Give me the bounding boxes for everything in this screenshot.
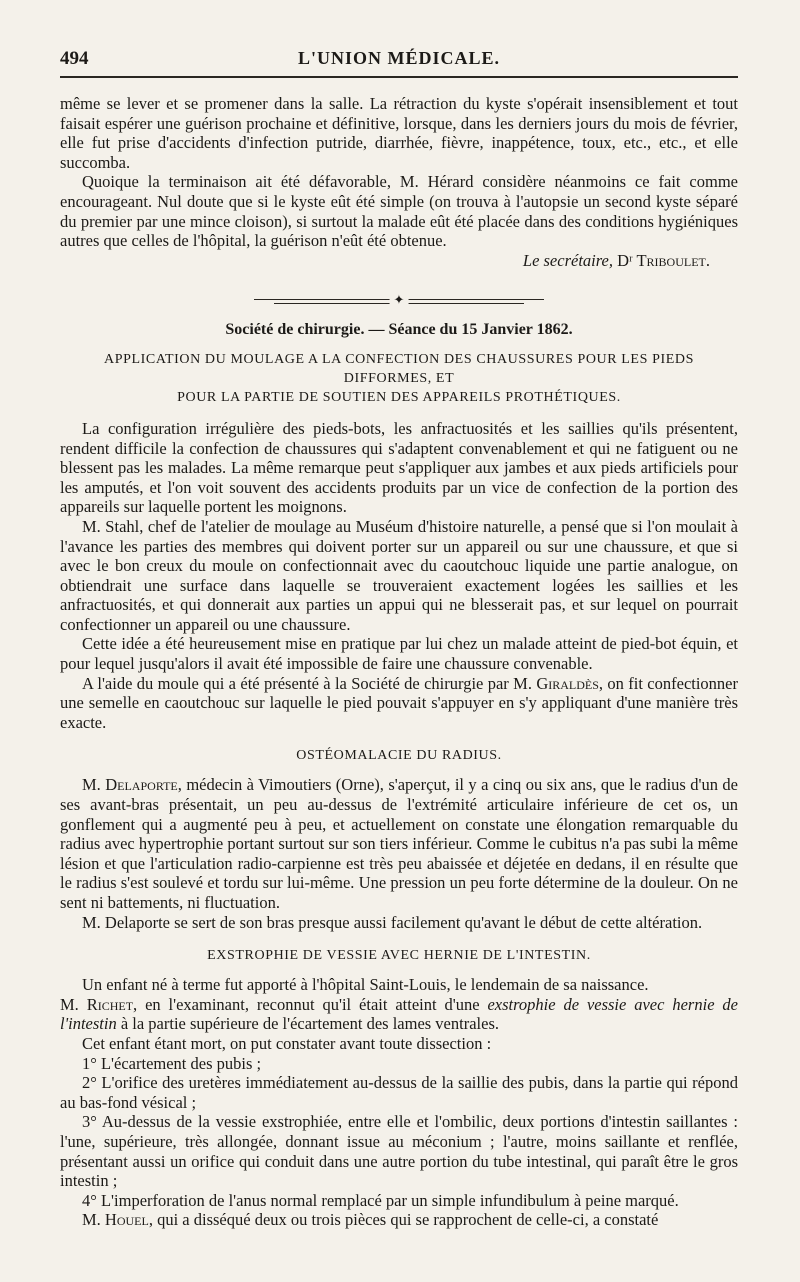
section-heading xyxy=(60,350,738,407)
list-item: 1° L'écartement des pubis ; xyxy=(82,1053,262,1073)
person-name: Giraldès xyxy=(536,673,599,693)
signature-name: Dʳ Triboulet. xyxy=(617,250,710,270)
person-name: Houel xyxy=(104,1210,149,1230)
section-heading-line: POUR LA PARTIE DE SOUTIEN DES APPAREILS PROTHÉTIQUES. xyxy=(177,389,621,405)
person-name: Richet xyxy=(86,994,134,1014)
italic-term: exstrophie de vessie avec hernie de l'intestin xyxy=(60,994,738,1034)
text-run: , on fit confectionner une semelle en caoutchouc sur laquelle le pied pouvait s'appuyer en s'y appliquant d'une manière très exacte. xyxy=(60,673,738,732)
paragraph: M. Stahl, chef de l'atelier de moulage au Muséum d'histoire naturelle, a pensé que si l'on moulait à l'avance les parties des membres qui doivent porter sur un appareil ou sur une chaussure, et que si avec le bon creux du moule on confectionnait avec du caoutchouc liquide une partie analogue, on obtiendrait une surface dans laquelle se trouveraient exactement logées les saillies et les anfractuosités, et qui donnerait aux parties un appui qui ne blesserait pas, et sur lequel on pourrait confectionner un appareil ou une chaussure. xyxy=(60,516,738,634)
paragraph: même se lever et se promener dans la salle. La rétraction du kyste s'opérait insensiblement et tout faisait espérer une guérison prochaine et définitive, lorsque, dans les derniers jours du mois de février, elle fut prise d'accidents d'infection putride, diarrhée, fièvre, inappétence, toux, etc., etc., et elle succomba. xyxy=(60,94,738,172)
paragraph: La configuration irrégulière des pieds-bots, les anfractuosités et les saillies qu'ils présentent, rendent difficile la confection de chaussures qui s'adaptent convenablement et qui ne fatiguent ou ne blessent pas les malades. La même remarque peut s'appliquer aux jambes et aux pieds artificiels pour les amputés, et l'on voit souvent des accidents produits par un vice de confection de la portion des appareils sur laquelle portent les moignons. xyxy=(60,418,738,517)
paragraph: Cet enfant étant mort, on put constater avant toute dissection : xyxy=(82,1033,492,1053)
body-text xyxy=(60,94,738,1230)
paragraph: Un enfant né à terme fut apporté à l'hôpital Saint-Louis, le lendemain de sa naissance. xyxy=(82,975,649,995)
journal-title: L'UNION MÉDICALE. xyxy=(297,48,501,68)
society-session-title: Société de chirurgie. — Séance du 15 Janvier 1862. xyxy=(225,321,573,339)
section-divider xyxy=(254,292,544,308)
paragraph xyxy=(60,775,738,912)
text-run: , qui a disséqué deux ou trois pièces qui se rapprochent de celle-ci, a constaté xyxy=(148,1210,659,1230)
text-run: A l'aide du moule qui a été présenté à la Société de chirurgie par M. xyxy=(82,673,537,693)
text-run: , en l'examinant, reconnut qu'il était atteint d'une xyxy=(133,994,488,1014)
paragraph: Quoique la terminaison ait été défavorable, M. Hérard considère néanmoins ce fait comme encourageant. Nul doute que si le kyste eût été simple (on trouva à l'autopsie un second kyste séparé du premier par une mince cloison), si surtout la malade eût été placée dans des conditions hygiéniques autres que celles de l'hôpital, la guérison n'eût été obtenue. xyxy=(60,172,738,251)
section-heading: OSTÉOMALACIE DU RADIUS. xyxy=(296,748,502,764)
text-run: , médecin à Vimoutiers (Orne), s'aperçut, il y a cinq ou six ans, que le radius d'un de ses avant-bras présentait, un peu au-dessus de l'extrémité articulaire inférieure de cet os, un gonflement qui a augmenté peu à peu, et actuellement on constate une élongation remarquable du radius avec hypertrophie portant surtout sur son tiers inférieur. Comme le cubitus n'a pas subi la même lésion et que l'articulation radio-carpienne est très peu abaissée et déjetée en dedans, il en résulte que le radius s'est soulevé et tordu sur lui-même. Une pression un peu forte détermine de la douleur. On ne sent ni battements, ni fluctuation. xyxy=(60,775,738,912)
text-run: M. xyxy=(82,775,106,795)
list-item: 2° L'orifice des uretères immédiatement au-dessus de la saillie des pubis, dans la partie qui répond au bas-fond vésical ; xyxy=(60,1073,738,1112)
text-run: à la partie supérieure de l'écartement des lames ventrales. xyxy=(116,1014,499,1034)
list-item: 3° Au-dessus de la vessie exstrophiée, entre elle et l'ombilic, deux portions d'intestin saillantes : l'une, supérieure, très allongée, donnant issue au méconium ; l'autre, moins saillante et renflée, présentant aussi un orifice qui conduit dans une autre portion du tube intestinal, qui paraît être le gros intestin ; xyxy=(60,1112,738,1191)
signature xyxy=(60,251,710,271)
text-run: M. xyxy=(82,1210,105,1230)
paragraph xyxy=(60,674,738,733)
paragraph: M. Delaporte se sert de son bras presque aussi facilement qu'avant le début de cette altération. xyxy=(82,912,703,932)
paragraph: Cette idée a été heureusement mise en pratique par lui chez un malade atteint de pied-bot équin, et pour lequel jusqu'alors il avait été impossible de faire une chaussure convenable. xyxy=(60,634,738,674)
section-heading-line: APPLICATION DU MOULAGE A LA CONFECTION DES CHAUSSURES POUR LES PIEDS DIFFORMES, ET xyxy=(104,351,694,386)
text-run: M. xyxy=(60,994,87,1014)
page-number: 494 xyxy=(60,48,89,69)
list-item: 4° L'imperforation de l'anus normal remplacé par un simple infundibulum à peine marqué. xyxy=(82,1190,679,1210)
running-head xyxy=(60,42,738,78)
divider-ornament-icon: ✦ xyxy=(390,293,409,307)
paragraph xyxy=(60,1210,738,1230)
person-name: Delaporte xyxy=(105,775,178,795)
section-heading: EXSTROPHIE DE VESSIE AVEC HERNIE DE L'INTESTIN. xyxy=(207,948,591,964)
signature-role: Le secrétaire, xyxy=(522,250,614,270)
paragraph xyxy=(60,995,738,1034)
